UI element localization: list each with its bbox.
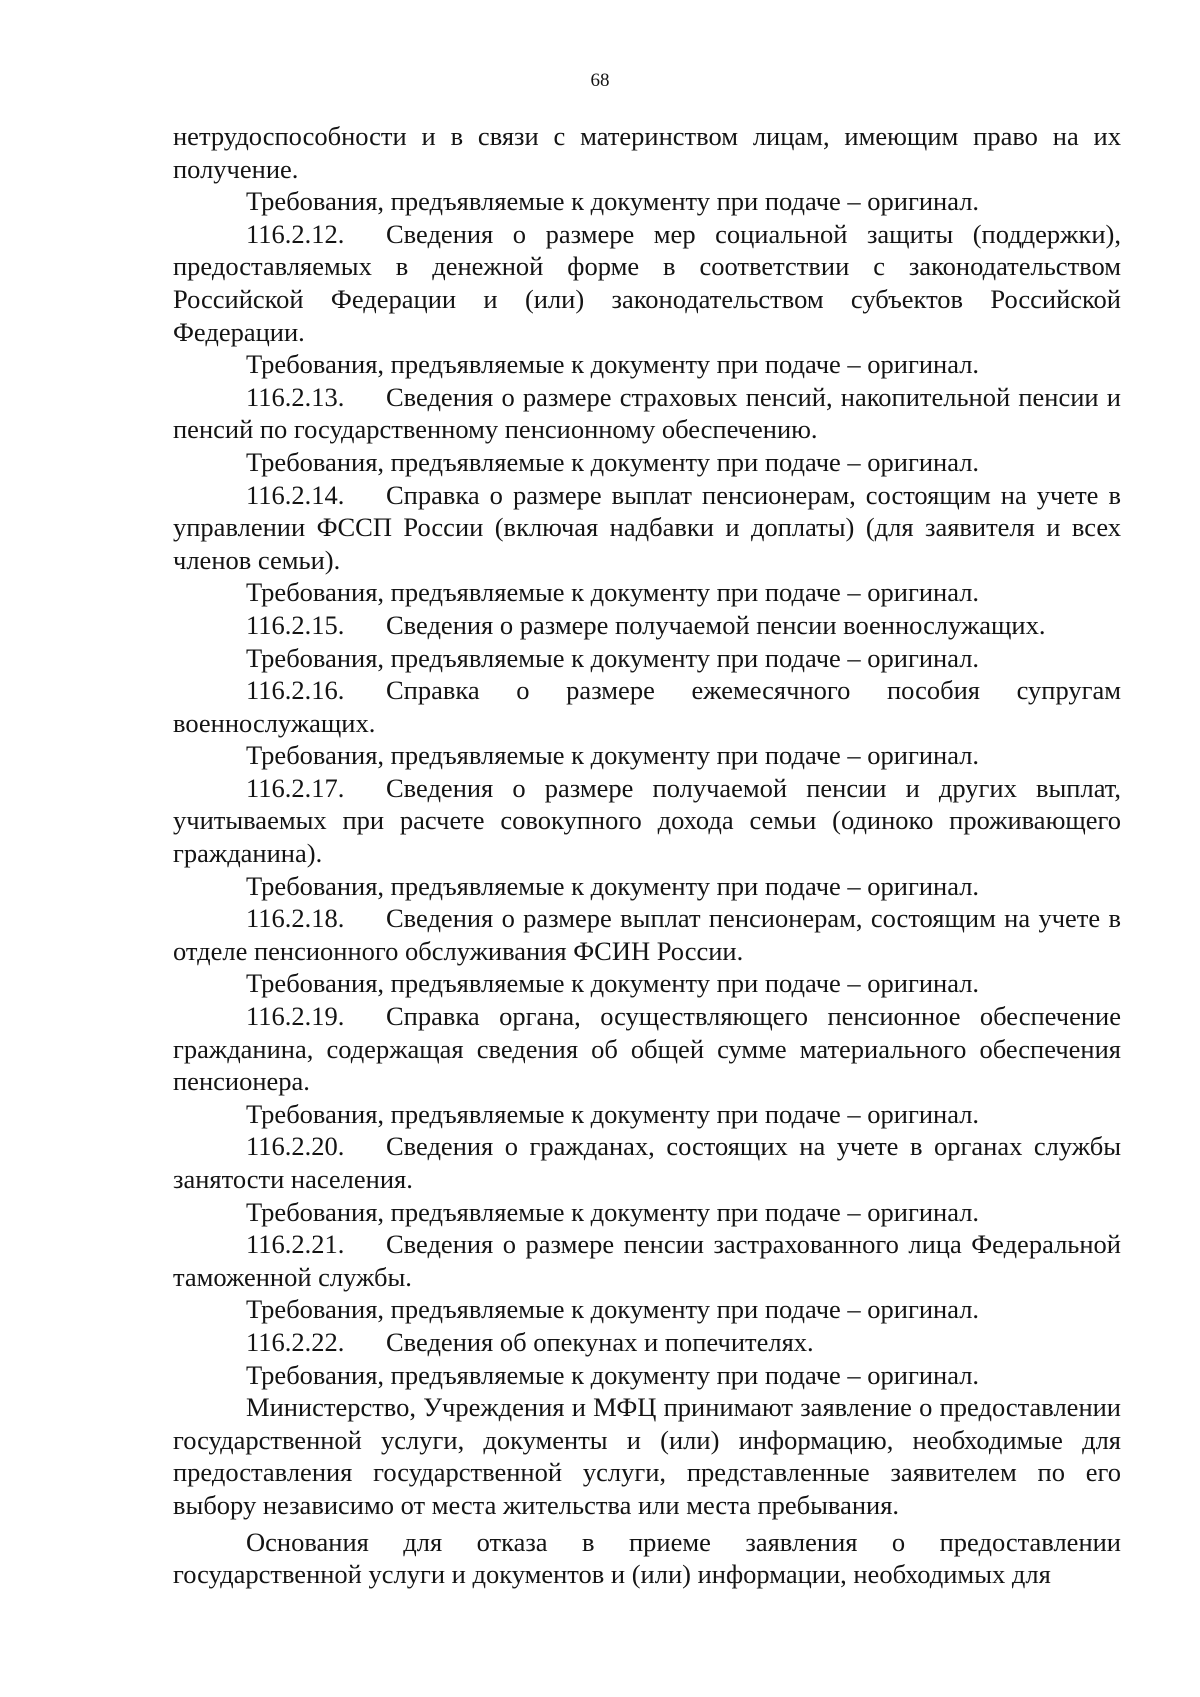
item-text: Справка о размере ежемесячного пособия супругам военнослужащих. xyxy=(173,675,1121,738)
item-number: 116.2.15. xyxy=(246,609,345,640)
closing-paragraph: Основания для отказа в приеме заявления о предоставлении государственной услуги и документов и (или) информации, необходимых для xyxy=(173,1526,1121,1590)
item-text: Сведения о гражданах, состоящих на учете в органах службы занятости населения. xyxy=(173,1131,1121,1194)
list-item xyxy=(173,218,1121,348)
list-item xyxy=(173,1000,1121,1098)
item-number: 116.2.17. xyxy=(246,772,345,803)
list-item xyxy=(173,1228,1121,1293)
item-text: Справка органа, осуществляющего пенсионное обеспечение гражданина, содержащая сведения об общей сумме материального обеспечения пенсионера. xyxy=(173,1001,1121,1097)
item-number: 116.2.13. xyxy=(246,381,345,412)
item-text: Сведения о размере выплат пенсионерам, состоящим на учете в отделе пенсионного обслуживания ФСИН России. xyxy=(173,903,1121,966)
item-text: Сведения о размере получаемой пенсии и других выплат, учитываемых при расчете совокупного дохода семьи (одиноко проживающего гражданина). xyxy=(173,772,1121,869)
requirement-paragraph: Требования, предъявляемые к документу при подаче – оригинал. xyxy=(246,870,980,901)
item-text: Сведения о размере получаемой пенсии военнослужащих. xyxy=(386,609,1046,640)
requirement-paragraph: Требования, предъявляемые к документу при подаче – оригинал. xyxy=(246,186,980,217)
item-number: 116.2.16. xyxy=(246,675,345,706)
item-number: 116.2.19. xyxy=(246,1001,345,1032)
requirement-paragraph: Требования, предъявляемые к документу при подаче – оригинал. xyxy=(246,740,980,771)
page-number: 68 xyxy=(590,70,610,91)
item-text: Сведения о размере пенсии застрахованного лица Федеральной таможенной службы. xyxy=(173,1229,1121,1292)
requirement-paragraph: Требования, предъявляемые к документу при подаче – оригинал. xyxy=(246,1359,980,1390)
requirement-paragraph: Требования, предъявляемые к документу при подаче – оригинал. xyxy=(246,577,980,608)
list-item xyxy=(173,772,1121,870)
closing-paragraph: Министерство, Учреждения и МФЦ принимают заявление о предоставлении государственной услуги, документы и (или) информацию, необходимые для предоставления государственной услуги, представленные заявителем по его выбору независимо от места жительства или места пребывания. xyxy=(173,1392,1121,1520)
item-number: 116.2.22. xyxy=(246,1326,345,1357)
requirement-paragraph: Требования, предъявляемые к документу при подаче – оригинал. xyxy=(246,968,980,999)
opening-paragraph: нетрудоспособности и в связи с материнством лицам, имеющим право на их получение. xyxy=(173,121,1121,184)
item-number: 116.2.12. xyxy=(246,218,345,249)
list-item xyxy=(173,902,1121,967)
item-number: 116.2.14. xyxy=(246,479,345,510)
item-text: Справка о размере выплат пенсионерам, состоящим на учете в управлении ФССП России (включая надбавки и доплаты) (для заявителя и всех членов семьи). xyxy=(173,479,1121,575)
item-text: Сведения о размере страховых пенсий, накопительной пенсии и пенсий по государственному пенсионному обеспечению. xyxy=(173,381,1121,445)
item-number: 116.2.20. xyxy=(246,1131,345,1162)
item-number: 116.2.18. xyxy=(246,903,345,934)
list-item xyxy=(173,609,1121,642)
list-item xyxy=(173,381,1121,446)
requirement-paragraph: Требования, предъявляемые к документу при подаче – оригинал. xyxy=(246,446,980,477)
list-item xyxy=(173,1130,1121,1195)
requirement-paragraph: Требования, предъявляемые к документу при подаче – оригинал. xyxy=(246,642,980,673)
document-body xyxy=(173,120,1121,1591)
requirement-paragraph: Требования, предъявляемые к документу при подаче – оригинал. xyxy=(246,1294,980,1325)
item-text: Сведения о размере мер социальной защиты (поддержки), предоставляемых в денежной форме в соответствии с законодательством Российской Федерации и (или) законодательством субъектов Российской Федерации. xyxy=(173,218,1121,347)
item-text: Сведения об опекунах и попечителях. xyxy=(386,1326,814,1357)
item-number: 116.2.21. xyxy=(246,1229,345,1260)
requirement-paragraph: Требования, предъявляемые к документу при подаче – оригинал. xyxy=(246,1098,980,1129)
requirement-paragraph: Требования, предъявляемые к документу при подаче – оригинал. xyxy=(246,349,980,380)
list-item xyxy=(173,1326,1121,1359)
requirement-paragraph: Требования, предъявляемые к документу при подаче – оригинал. xyxy=(246,1196,980,1227)
list-item xyxy=(173,479,1121,577)
list-item xyxy=(173,674,1121,739)
